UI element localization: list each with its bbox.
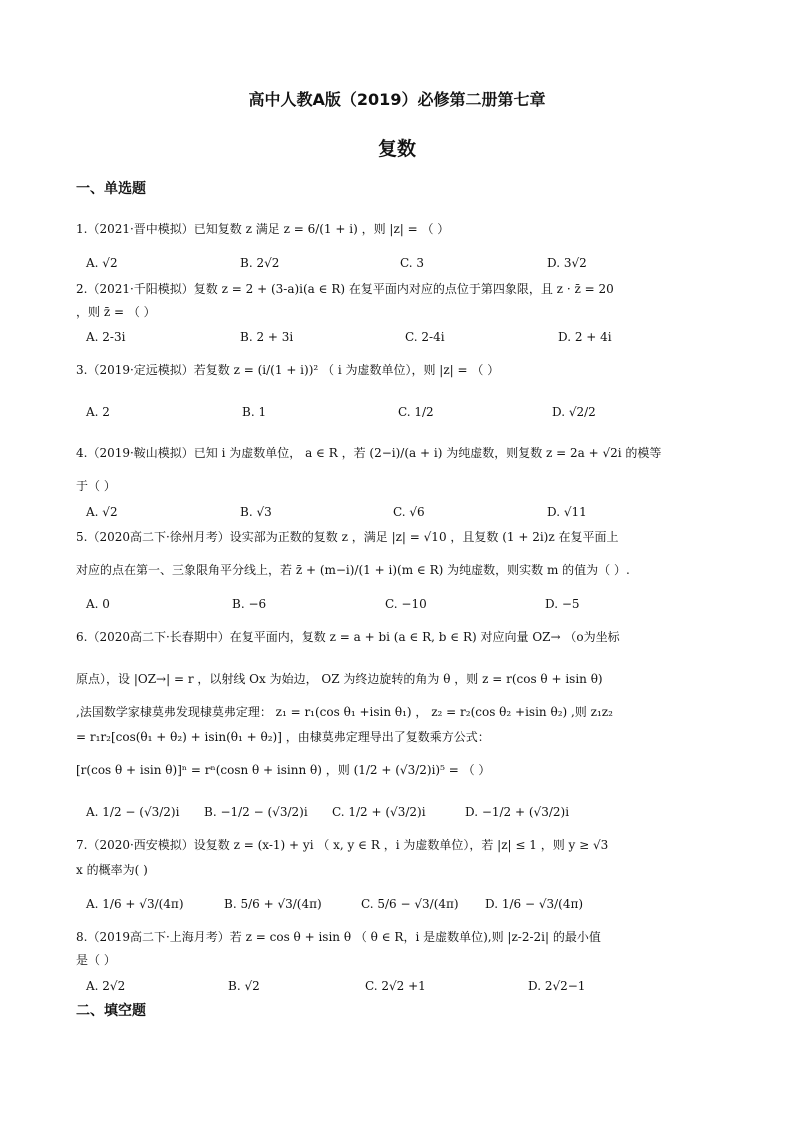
question-1-line-1: 1.（2021·晋中模拟）已知复数 z 满足 z = 6/(1 + i) ，则 |z| = （ ） <box>76 222 450 236</box>
question-2-options <box>86 327 734 349</box>
question-4-option-d: D. √11 <box>547 505 587 519</box>
question-3-option-d: D. √2/2 <box>552 405 596 419</box>
question-6-option-c: C. 1/2 + (√3/2)i <box>332 805 426 819</box>
question-1-options <box>86 253 734 275</box>
question-5-line-1: 5.（2020高二下·徐州月考）设实部为正数的复数 z ，满足 |z| = √10 ，且复数 (1 + 2i)z 在复平面上 <box>76 530 619 544</box>
section-heading-single-choice: 一、单选题 <box>76 181 146 197</box>
question-2-line-1: 2.（2021·千阳模拟）复数 z = 2 + (3-a)i(a ∈ R) 在复平面内对应的点位于第四象限，且 z · z̄ = 20 <box>76 282 614 296</box>
question-3-option-a: A. 2 <box>86 405 110 419</box>
question-3-option-c: C. 1/2 <box>398 405 434 419</box>
question-8-line-1: 8.（2019高二下·上海月考）若 z = cos θ + isin θ （ θ ∈ R，i 是虚数单位),则 |z-2-2i| 的最小值 <box>76 930 601 944</box>
question-7-option-d: D. 1/6 − √3/(4π) <box>485 897 584 911</box>
question-5-options <box>86 594 734 616</box>
question-7-option-c: C. 5/6 − √3/(4π) <box>361 897 459 911</box>
question-2-option-c: C. 2-4i <box>405 330 445 344</box>
page-title: 高中人教A版（2019）必修第二册第七章 <box>248 90 546 109</box>
question-8-options <box>86 976 734 998</box>
question-5-option-d: D. −5 <box>545 597 580 611</box>
question-4-option-b: B. √3 <box>240 505 272 519</box>
question-8-option-b: B. √2 <box>228 979 260 993</box>
question-1-option-c: C. 3 <box>400 256 425 270</box>
question-6-line-3: ,法国数学家棣莫弗发现棣莫弗定理： z₁ = r₁(cos θ₁ +isin θ₁) ， z₂ = r₂(cos θ₂ +isin θ₂) ,则 z₁z₂ <box>76 705 613 719</box>
question-8-option-c: C. 2√2 +1 <box>365 979 426 993</box>
question-8-option-d: D. 2√2−1 <box>528 979 586 993</box>
question-3-option-b: B. 1 <box>242 405 267 419</box>
section-heading-fill-blank: 二、填空题 <box>76 1003 146 1019</box>
question-7-option-a: A. 1/6 + √3/(4π) <box>86 897 184 911</box>
question-4-option-a: A. √2 <box>86 505 118 519</box>
question-6-line-2: 原点），设 |OZ→| = r ，以射线 Ox 为始边， OZ 为终边旋转的角为 θ ，则 z = r(cos θ + isin θ) <box>76 672 603 686</box>
question-2-line-2: ，则 z̄ = （ ） <box>76 305 156 319</box>
question-8-option-a: A. 2√2 <box>86 979 126 993</box>
question-5-option-a: A. 0 <box>86 597 110 611</box>
question-7-options <box>86 894 734 916</box>
question-4-option-c: C. √6 <box>393 505 425 519</box>
question-6-options <box>86 802 734 824</box>
question-2-option-b: B. 2 + 3i <box>240 330 294 344</box>
question-5-line-2: 对应的点在第一、三象限角平分线上，若 z̄ + (m−i)/(1 + i)(m ∈ R) 为纯虚数，则实数 m 的值为（ ）. <box>76 563 630 577</box>
question-6-option-b: B. −1/2 − (√3/2)i <box>204 805 308 819</box>
question-6-line-5: [r(cos θ + isin θ)]ⁿ = rⁿ(cosn θ + isinn θ) ，则 (1/2 + (√3/2)i)⁵ = （ ） <box>76 763 491 777</box>
question-1-option-d: D. 3√2 <box>547 256 587 270</box>
question-5-option-b: B. −6 <box>232 597 267 611</box>
question-2-option-d: D. 2 + 4i <box>558 330 612 344</box>
question-4-line-1: 4.（2019·鞍山模拟）已知 i 为虚数单位， a ∈ R ，若 (2−i)/(a + i) 为纯虚数，则复数 z = 2a + √2i 的模等 <box>76 446 662 460</box>
question-6-line-4: = r₁r₂[cos(θ₁ + θ₂) + isin(θ₁ + θ₂)] ，由棣莫弗定理导出了复数乘方公式： <box>76 730 490 744</box>
question-7-option-b: B. 5/6 + √3/(4π) <box>224 897 322 911</box>
question-5-option-c: C. −10 <box>385 597 427 611</box>
question-7-line-2: x 的概率为( ) <box>76 863 148 877</box>
question-7-line-1: 7.（2020·西安模拟）设复数 z = (x-1) + yi （ x, y ∈ R ，i 为虚数单位），若 |z| ≤ 1 ，则 y ≥ √3 <box>76 838 609 852</box>
question-4-line-2: 于（ ） <box>76 479 116 493</box>
question-1-option-a: A. √2 <box>86 256 118 270</box>
question-6-option-d: D. −1/2 + (√3/2)i <box>465 805 570 819</box>
question-4-options <box>86 502 734 524</box>
page-subtitle: 复数 <box>377 138 416 160</box>
question-2-option-a: A. 2-3i <box>86 330 126 344</box>
question-3-line-1: 3.（2019·定远模拟）若复数 z = (i/(1 + i))² （ i 为虚数单位），则 |z| = （ ） <box>76 363 500 377</box>
question-3-options <box>86 402 734 424</box>
question-6-option-a: A. 1/2 − (√3/2)i <box>86 805 180 819</box>
question-8-line-2: 是（ ） <box>76 953 116 967</box>
question-6-line-1: 6.（2020高二下·长春期中）在复平面内，复数 z = a + bi (a ∈ R, b ∈ R) 对应向量 OZ→ （o为坐标 <box>76 630 620 644</box>
question-1-option-b: B. 2√2 <box>240 256 280 270</box>
